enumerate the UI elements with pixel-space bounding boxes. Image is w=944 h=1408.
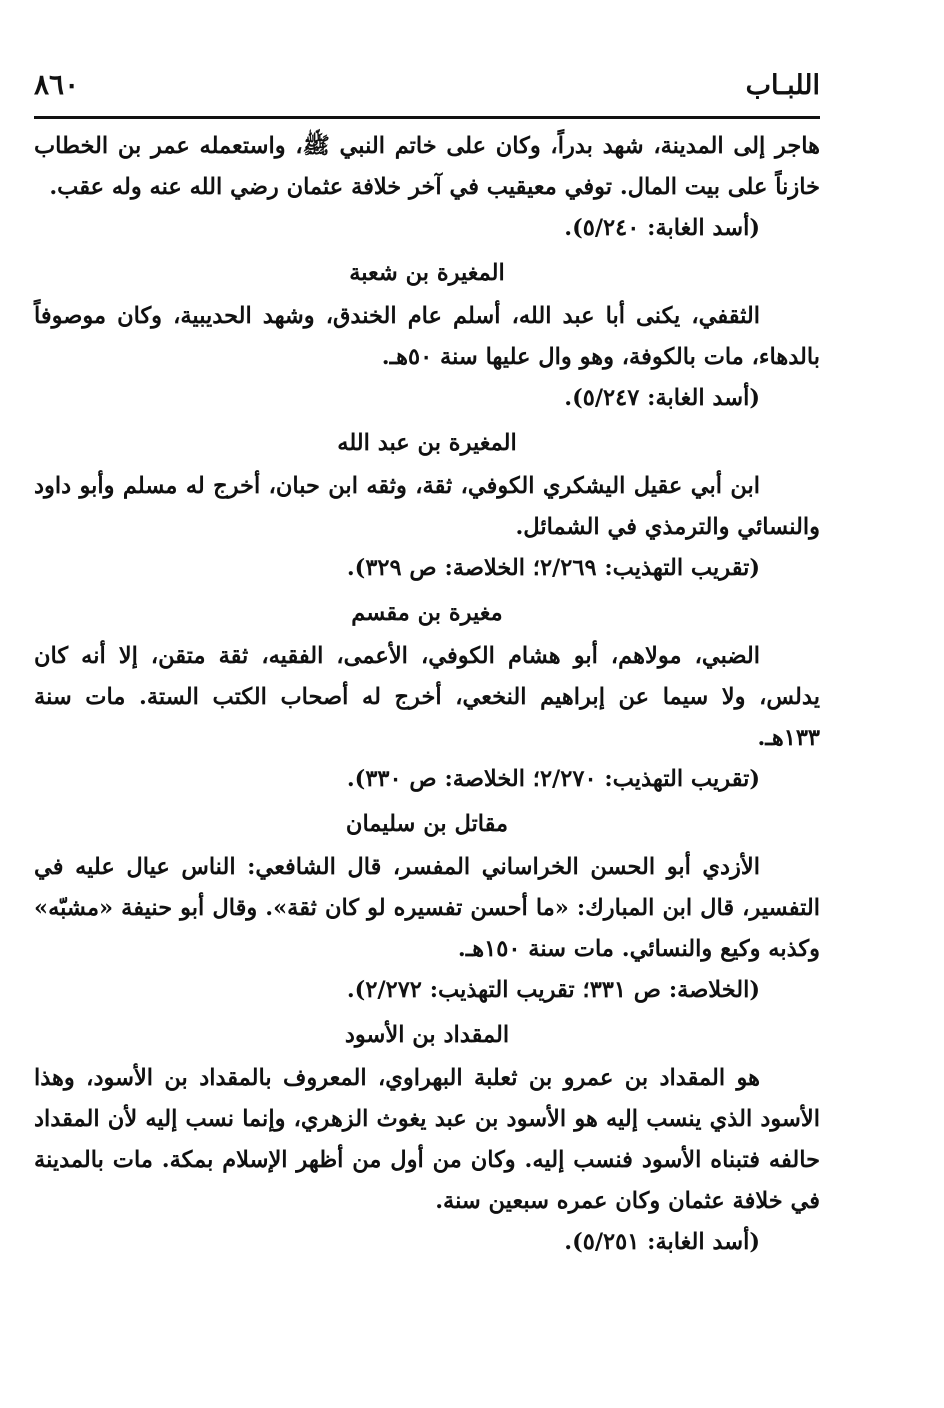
entry-paragraph: ابن أبي عقيل اليشكري الكوفي، ثقة، وثقه ابن حبان، أخرج له مسلم وأبو داود والنسائي والترمذي في الشمائل. — [34, 473, 820, 540]
entry-source: (الخلاصة: ص ٣٣١؛ تقريب التهذيب: ٢/٢٧٢). — [346, 977, 760, 1003]
header-rule — [34, 116, 820, 119]
entry-source: (تقريب التهذيب: ٢/٢٦٩؛ الخلاصة: ص ٣٢٩). — [346, 555, 760, 581]
entry-heading: المغيرة بن شعبة — [349, 260, 505, 286]
entry-heading: المقداد بن الأسود — [344, 1022, 510, 1048]
entry-paragraph: هو المقداد بن عمرو بن ثعلبة البهراوي، المعروف بالمقداد بن الأسود، وهذا الأسود الذي ينسب إليه هو الأسود بن عبد يغوث الزهري، وإنما نسب إليه لأن المقداد حالفه فتبناه الأسود فنسب إليه. وكان من أول من أظهر الإسلام بمكة. مات بالمدينة في خلافة عثمان وكان عمره سبعين سنة. — [34, 1065, 820, 1214]
page-header — [34, 60, 820, 110]
page — [34, 60, 820, 1263]
entry-heading: مغيرة بن مقسم — [351, 600, 503, 626]
page-number: ٨٦٠ — [34, 68, 80, 101]
entry-paragraph: هاجر إلى المدينة، شهد بدراً، وكان على خاتم النبي ﷺ، واستعمله عمر بن الخطاب خازناً على بيت المال. توفي معيقيب في آخر خلافة عثمان رضي الله عنه وله عقب. — [34, 133, 820, 200]
entry-paragraph: الأزدي أبو الحسن الخراساني المفسر، قال الشافعي: الناس عيال عليه في التفسير، قال ابن المبارك: «ما أحسن تفسيره لو كان ثقة». وقال أبو حنيفة «مشبّه» وكذبه وكيع والنسائي. مات سنة ١٥٠هـ. — [34, 854, 820, 962]
entry-source: (تقريب التهذيب: ٢/٢٧٠؛ الخلاصة: ص ٣٣٠). — [346, 766, 760, 792]
entry-paragraph: الثقفي، يكنى أبا عبد الله، أسلم عام الخندق، وشهد الحديبية، وكان موصوفاً بالدهاء، مات بالكوفة، وهو وال عليها سنة ٥٠هـ. — [34, 303, 820, 370]
entry-heading: المغيرة بن عبد الله — [337, 430, 517, 456]
entry-source: (أسد الغابة: ٥/٢٥١). — [564, 1229, 760, 1255]
entry-source: (أسد الغابة: ٥/٢٤٧). — [564, 385, 760, 411]
page-body — [34, 126, 820, 1263]
entry-heading: مقاتل بن سليمان — [345, 811, 509, 837]
entry-paragraph: الضبي، مولاهم، أبو هشام الكوفي، الأعمى، الفقيه، ثقة متقن، إلا أنه كان يدلس، ولا سيما عن إبراهيم النخعي، أخرج له أصحاب الكتب الستة. مات سنة ١٣٣هـ. — [34, 643, 820, 751]
entry-source: (أسد الغابة: ٥/٢٤٠). — [564, 215, 760, 241]
running-title: اللبـاب — [745, 70, 820, 101]
